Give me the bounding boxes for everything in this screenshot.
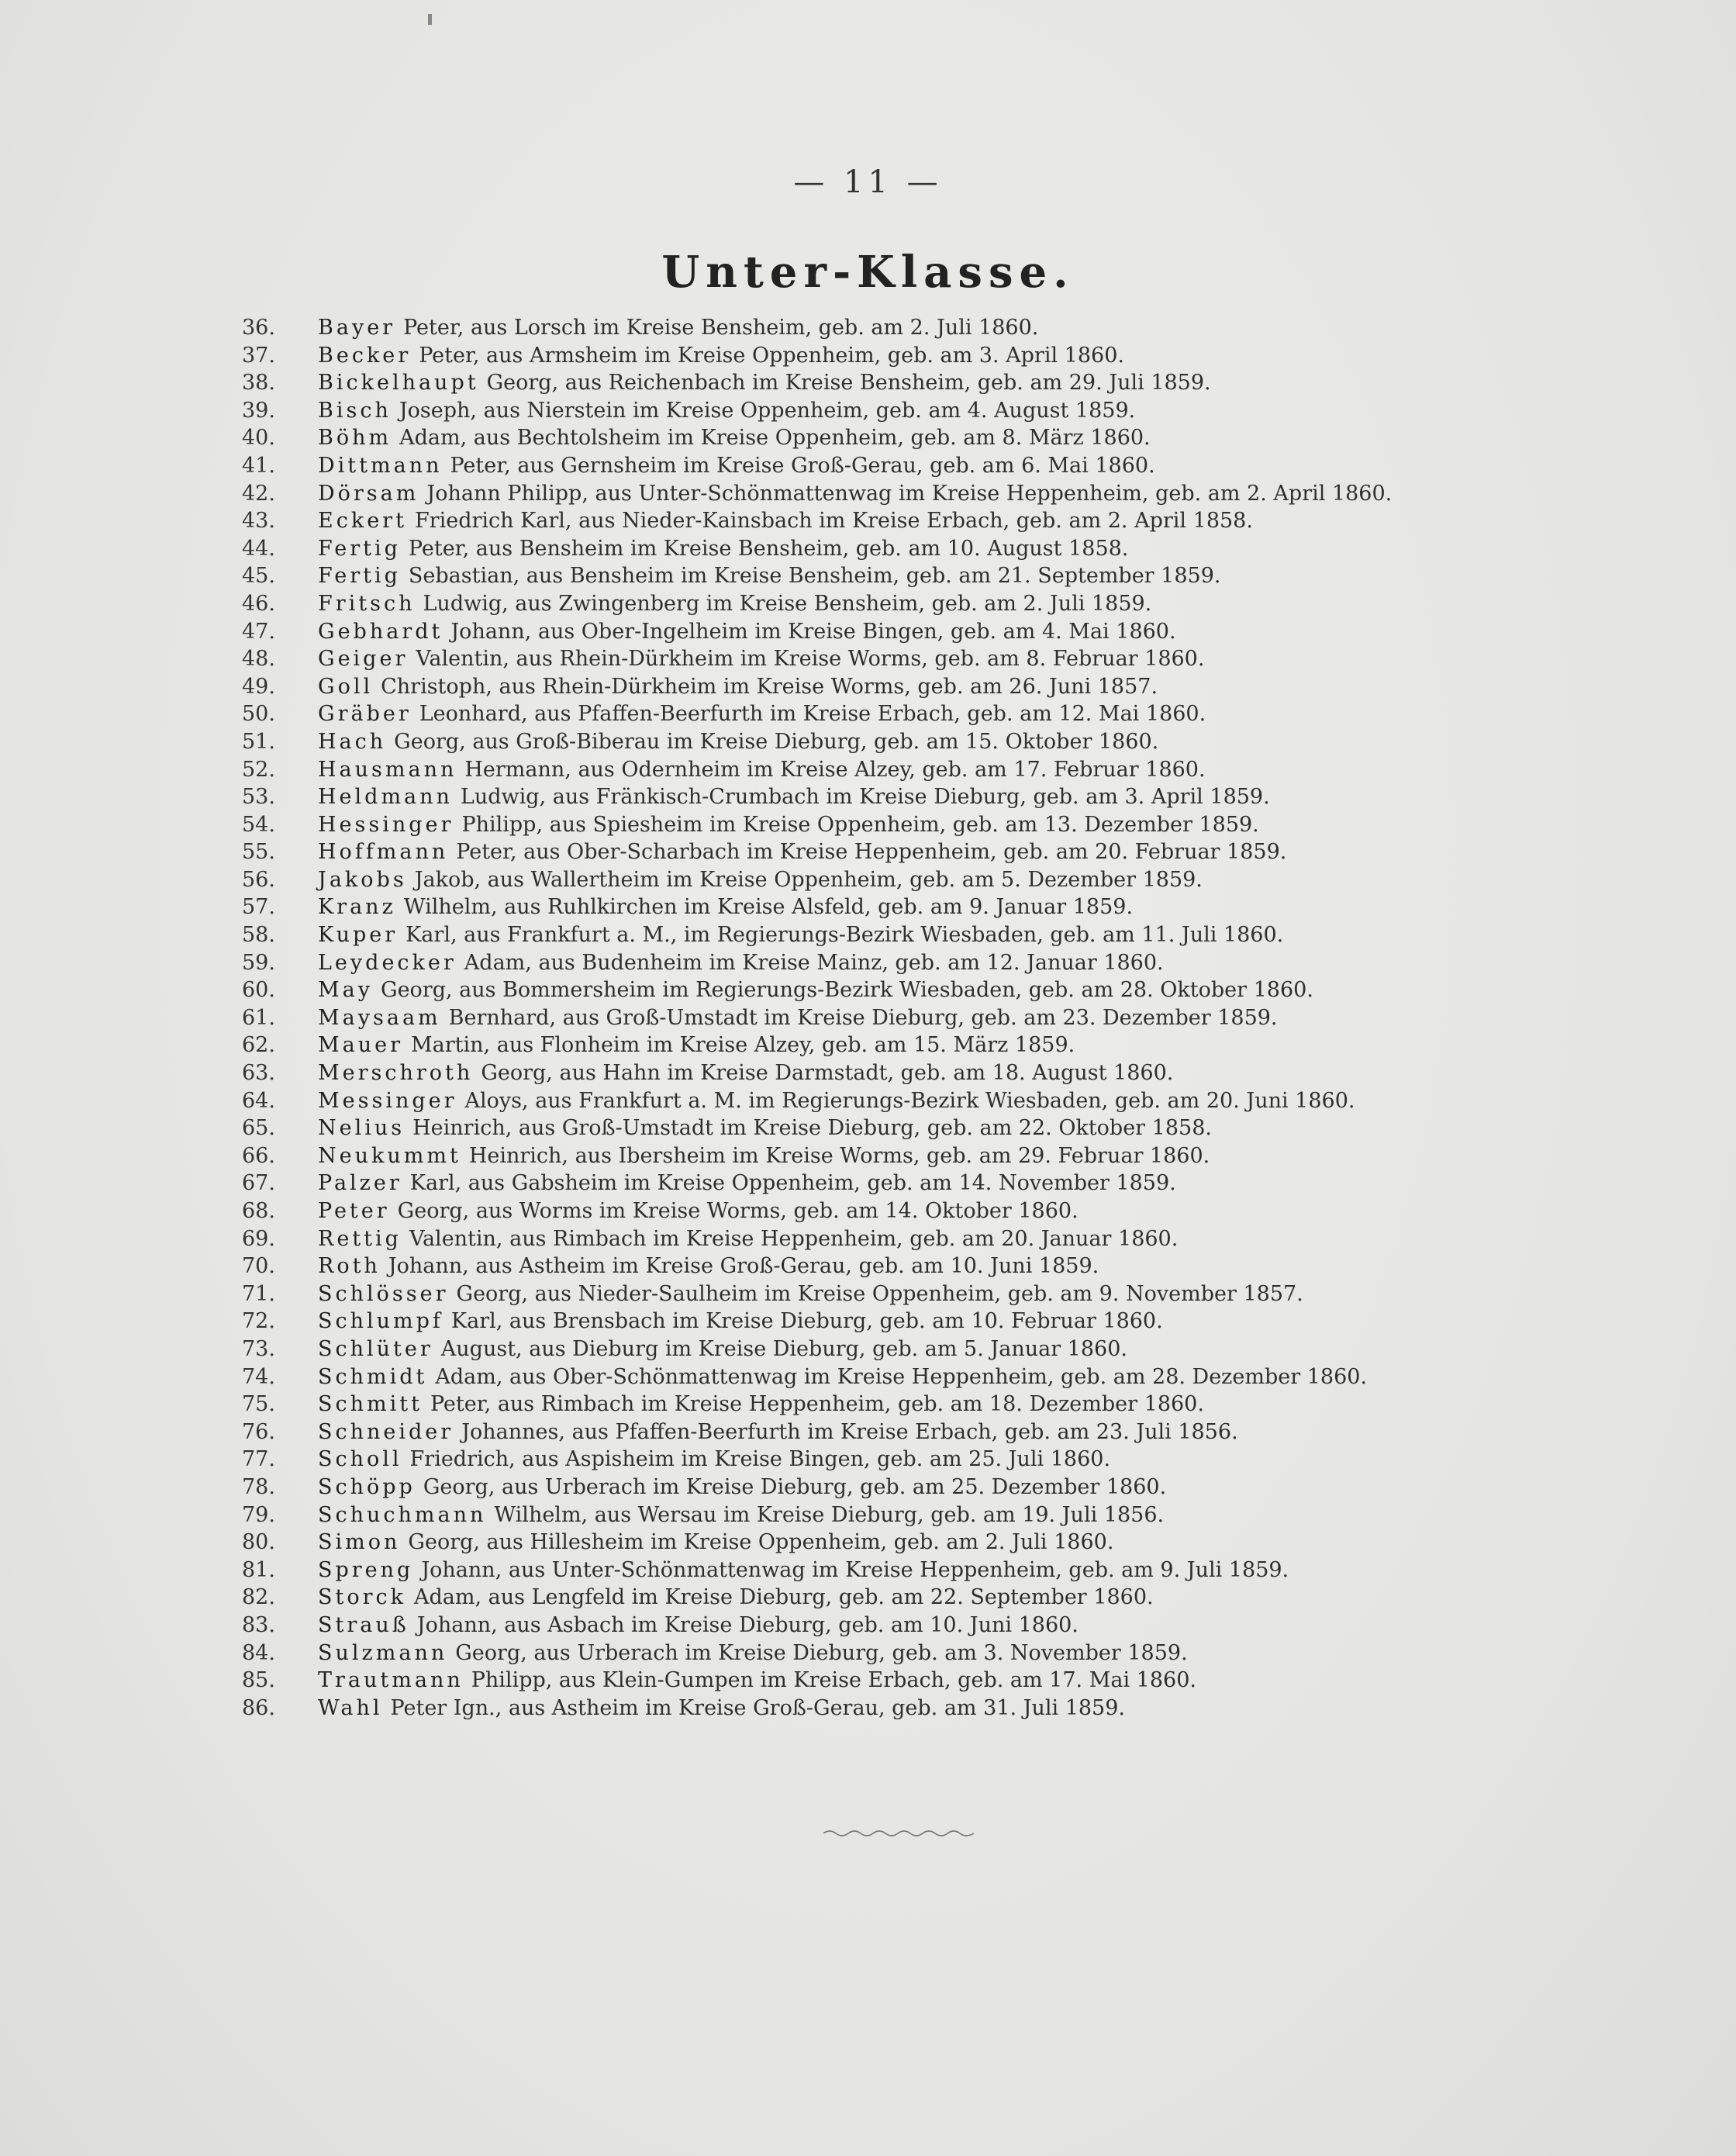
entry-details: Karl, aus Frankfurt a. M., im Regierungs-Bezirk Wiesbaden, geb. am 11. Juli 1860. bbox=[406, 923, 1284, 948]
entry-number: 52. bbox=[242, 757, 275, 782]
print-mark bbox=[428, 14, 432, 25]
list-item bbox=[242, 1695, 1560, 1722]
list-item bbox=[242, 1612, 1560, 1639]
list-item bbox=[242, 1446, 1560, 1474]
list-item bbox=[242, 1529, 1560, 1557]
list-item bbox=[242, 673, 1560, 701]
list-item bbox=[242, 1252, 1560, 1280]
entry-surname: Fertig bbox=[318, 536, 401, 561]
entry-details: Georg, aus Hahn im Kreise Darmstadt, geb. am 18. August 1860. bbox=[481, 1061, 1174, 1086]
entry-number: 36. bbox=[242, 316, 275, 340]
entry-details: Peter Ign., aus Astheim im Kreise Groß-Gerau, geb. am 31. Juli 1859. bbox=[390, 1695, 1125, 1720]
entry-surname: Sulzmann bbox=[318, 1640, 448, 1665]
list-item bbox=[242, 1391, 1560, 1418]
entry-details: Hermann, aus Odernheim im Kreise Alzey, geb. am 17. Februar 1860. bbox=[464, 757, 1206, 782]
list-item bbox=[242, 314, 1560, 342]
entry-surname: Schuchmann bbox=[318, 1502, 487, 1527]
entry-number: 41. bbox=[242, 453, 275, 478]
list-item bbox=[242, 1059, 1560, 1087]
entry-details: Georg, aus Worms im Kreise Worms, geb. am 14. Oktober 1860. bbox=[397, 1199, 1079, 1223]
list-item bbox=[242, 1418, 1560, 1446]
entry-number: 64. bbox=[242, 1088, 275, 1113]
entry-number: 50. bbox=[242, 702, 275, 727]
entry-details: Adam, aus Ober-Schönmattenwag im Kreise Heppenheim, geb. am 28. Dezember 1860. bbox=[435, 1364, 1368, 1389]
entry-number: 67. bbox=[242, 1171, 275, 1196]
list-item bbox=[242, 424, 1560, 452]
entry-surname: Eckert bbox=[318, 509, 407, 534]
list-item bbox=[242, 838, 1560, 866]
list-item bbox=[242, 562, 1560, 590]
entry-details: Peter, aus Bensheim im Kreise Bensheim, geb. am 10. August 1858. bbox=[408, 536, 1129, 561]
entry-surname: Schlösser bbox=[318, 1281, 449, 1306]
entry-number: 51. bbox=[242, 729, 275, 754]
entry-details: Bernhard, aus Groß-Umstadt im Kreise Dieburg, geb. am 23. Dezember 1859. bbox=[448, 1005, 1278, 1030]
entry-surname: Storck bbox=[318, 1585, 406, 1610]
entry-surname: Hessinger bbox=[318, 812, 454, 837]
entry-number: 59. bbox=[242, 950, 275, 975]
entry-details: Christoph, aus Rhein-Dürkheim im Kreise Worms, geb. am 26. Juni 1857. bbox=[381, 674, 1158, 699]
entry-number: 83. bbox=[242, 1612, 275, 1637]
entry-details: Karl, aus Brensbach im Kreise Dieburg, geb. am 10. Februar 1860. bbox=[450, 1309, 1163, 1334]
list-item bbox=[242, 1170, 1560, 1197]
entry-details: Valentin, aus Rimbach im Kreise Heppenheim, geb. am 20. Januar 1860. bbox=[409, 1226, 1179, 1251]
entry-number: 40. bbox=[242, 426, 275, 451]
student-list bbox=[242, 314, 1560, 1722]
entry-details: Georg, aus Groß-Biberau im Kreise Dieburg, geb. am 15. Oktober 1860. bbox=[394, 729, 1159, 754]
entry-details: Johann, aus Ober-Ingelheim im Kreise Bingen, geb. am 4. Mai 1860. bbox=[450, 619, 1176, 644]
list-item bbox=[242, 397, 1560, 425]
entry-surname: Heldmann bbox=[318, 785, 453, 810]
entry-surname: Scholl bbox=[318, 1447, 402, 1472]
list-item bbox=[242, 1474, 1560, 1501]
list-item bbox=[242, 1142, 1560, 1170]
entry-surname: Kuper bbox=[318, 923, 399, 948]
entry-number: 48. bbox=[242, 647, 275, 672]
entry-number: 61. bbox=[242, 1005, 275, 1030]
entry-surname: Böhm bbox=[318, 426, 392, 451]
entry-number: 38. bbox=[242, 371, 275, 396]
entry-details: Jakob, aus Wallertheim im Kreise Oppenheim, geb. am 5. Dezember 1859. bbox=[414, 867, 1203, 892]
entry-surname: Geiger bbox=[318, 647, 409, 672]
entry-number: 68. bbox=[242, 1199, 275, 1223]
entry-surname: Trautmann bbox=[318, 1668, 464, 1693]
entry-details: Friedrich, aus Aspisheim im Kreise Bingen, geb. am 25. Juli 1860. bbox=[409, 1447, 1111, 1472]
list-item bbox=[242, 369, 1560, 397]
entry-details: Peter, aus Rimbach im Kreise Heppenheim, geb. am 18. Dezember 1860. bbox=[430, 1392, 1204, 1417]
entry-surname: Hoffmann bbox=[318, 840, 449, 865]
entry-details: Peter, aus Gernsheim im Kreise Groß-Gerau, geb. am 6. Mai 1860. bbox=[450, 453, 1155, 478]
entry-number: 47. bbox=[242, 619, 275, 644]
entry-number: 65. bbox=[242, 1116, 275, 1141]
entry-surname: Neukummt bbox=[318, 1143, 461, 1168]
entry-surname: Bisch bbox=[318, 398, 392, 423]
entry-number: 76. bbox=[242, 1419, 275, 1444]
list-item bbox=[242, 1031, 1560, 1059]
entry-surname: Messinger bbox=[318, 1088, 457, 1113]
entry-surname: Nelius bbox=[318, 1116, 406, 1141]
entry-surname: Schlüter bbox=[318, 1336, 433, 1361]
entry-surname: Schmitt bbox=[318, 1392, 423, 1417]
entry-details: Philipp, aus Spiesheim im Kreise Oppenheim, geb. am 13. Dezember 1859. bbox=[461, 812, 1259, 837]
entry-number: 58. bbox=[242, 923, 275, 948]
entry-number: 60. bbox=[242, 978, 275, 1003]
entry-surname: Strauß bbox=[318, 1612, 409, 1637]
entry-surname: Hausmann bbox=[318, 757, 457, 782]
entry-details: Ludwig, aus Fränkisch-Crumbach im Kreise Dieburg, geb. am 3. April 1859. bbox=[460, 785, 1270, 810]
list-item bbox=[242, 1280, 1560, 1308]
list-item bbox=[242, 1225, 1560, 1253]
entry-details: Karl, aus Gabsheim im Kreise Oppenheim, geb. am 14. November 1859. bbox=[409, 1171, 1176, 1196]
list-item bbox=[242, 618, 1560, 646]
entry-surname: Fertig bbox=[318, 564, 401, 589]
list-item bbox=[242, 1584, 1560, 1612]
entry-details: Adam, aus Lengfeld im Kreise Dieburg, geb. am 22. September 1860. bbox=[414, 1585, 1154, 1610]
entry-surname: Schmidt bbox=[318, 1364, 428, 1389]
entry-details: Philipp, aus Klein-Gumpen im Kreise Erbach, geb. am 17. Mai 1860. bbox=[471, 1668, 1196, 1693]
entry-details: Heinrich, aus Groß-Umstadt im Kreise Dieburg, geb. am 22. Oktober 1858. bbox=[412, 1116, 1212, 1141]
list-item bbox=[242, 1004, 1560, 1032]
entry-surname: Rettig bbox=[318, 1226, 402, 1251]
entry-number: 37. bbox=[242, 343, 275, 368]
entry-details: Leonhard, aus Pfaffen-Beerfurth im Kreise Erbach, geb. am 12. Mai 1860. bbox=[419, 702, 1206, 727]
entry-details: Friedrich Karl, aus Nieder-Kainsbach im Kreise Erbach, geb. am 2. April 1858. bbox=[414, 509, 1253, 534]
entry-surname: Jakobs bbox=[318, 867, 407, 892]
entry-details: Peter, aus Armsheim im Kreise Oppenheim, geb. am 3. April 1860. bbox=[419, 343, 1124, 368]
entry-surname: Roth bbox=[318, 1254, 381, 1279]
entry-surname: Dörsam bbox=[318, 481, 419, 506]
list-item bbox=[242, 535, 1560, 563]
entry-number: 55. bbox=[242, 840, 275, 865]
list-item bbox=[242, 949, 1560, 977]
list-item bbox=[242, 728, 1560, 756]
list-item bbox=[242, 783, 1560, 811]
entry-details: Ludwig, aus Zwingenberg im Kreise Bensheim, geb. am 2. Juli 1859. bbox=[423, 591, 1152, 616]
entry-number: 56. bbox=[242, 867, 275, 892]
entry-surname: Fritsch bbox=[318, 591, 416, 616]
entry-number: 45. bbox=[242, 564, 275, 589]
list-item bbox=[242, 1667, 1560, 1695]
entry-surname: Bickelhaupt bbox=[318, 371, 479, 396]
entry-number: 62. bbox=[242, 1033, 275, 1058]
list-item bbox=[242, 452, 1560, 480]
list-item bbox=[242, 700, 1560, 728]
list-item bbox=[242, 866, 1560, 894]
entry-number: 84. bbox=[242, 1640, 275, 1665]
entry-surname: Spreng bbox=[318, 1557, 414, 1582]
entry-details: Adam, aus Bechtolsheim im Kreise Oppenheim, geb. am 8. März 1860. bbox=[399, 426, 1151, 451]
entry-details: Johannes, aus Pfaffen-Beerfurth im Kreise Erbach, geb. am 23. Juli 1856. bbox=[461, 1419, 1238, 1444]
entry-number: 85. bbox=[242, 1668, 275, 1693]
entry-details: August, aus Dieburg im Kreise Dieburg, geb. am 5. Januar 1860. bbox=[440, 1336, 1127, 1361]
entry-details: Georg, aus Urberach im Kreise Dieburg, geb. am 3. November 1859. bbox=[455, 1640, 1188, 1665]
entry-number: 78. bbox=[242, 1474, 275, 1499]
list-item bbox=[242, 1087, 1560, 1115]
entry-number: 39. bbox=[242, 398, 275, 423]
entry-details: Peter, aus Lorsch im Kreise Bensheim, geb. am 2. Juli 1860. bbox=[403, 316, 1039, 340]
entry-number: 81. bbox=[242, 1557, 275, 1582]
list-item bbox=[242, 1335, 1560, 1363]
page-number: — 11 — bbox=[793, 164, 943, 200]
entry-number: 75. bbox=[242, 1392, 275, 1417]
entry-number: 72. bbox=[242, 1309, 275, 1334]
entry-details: Georg, aus Reichenbach im Kreise Bensheim, geb. am 29. Juli 1859. bbox=[486, 371, 1211, 396]
list-item bbox=[242, 480, 1560, 508]
entry-details: Georg, aus Hillesheim im Kreise Oppenheim, geb. am 2. Juli 1860. bbox=[408, 1530, 1114, 1555]
section-title: Unter-Klasse. bbox=[661, 247, 1075, 298]
entry-details: Georg, aus Nieder-Saulheim im Kreise Oppenheim, geb. am 9. November 1857. bbox=[456, 1281, 1303, 1306]
entry-details: Wilhelm, aus Wersau im Kreise Dieburg, geb. am 19. Juli 1856. bbox=[494, 1502, 1165, 1527]
entry-number: 66. bbox=[242, 1143, 275, 1168]
entry-surname: Leydecker bbox=[318, 950, 457, 975]
entry-number: 54. bbox=[242, 812, 275, 837]
entry-surname: Mauer bbox=[318, 1033, 404, 1058]
entry-details: Heinrich, aus Ibersheim im Kreise Worms, geb. am 29. Februar 1860. bbox=[468, 1143, 1210, 1168]
entry-number: 43. bbox=[242, 509, 275, 534]
entry-surname: Bayer bbox=[318, 316, 396, 340]
entry-number: 74. bbox=[242, 1364, 275, 1389]
list-item bbox=[242, 590, 1560, 618]
entry-surname: Gräber bbox=[318, 702, 412, 727]
entry-number: 73. bbox=[242, 1336, 275, 1361]
entry-details: Martin, aus Flonheim im Kreise Alzey, geb. am 15. März 1859. bbox=[411, 1033, 1075, 1058]
entry-surname: Wahl bbox=[318, 1695, 383, 1720]
list-item bbox=[242, 976, 1560, 1004]
list-item bbox=[242, 1308, 1560, 1335]
entry-surname: Simon bbox=[318, 1530, 401, 1555]
entry-number: 63. bbox=[242, 1061, 275, 1086]
entry-number: 57. bbox=[242, 895, 275, 920]
entry-number: 46. bbox=[242, 591, 275, 616]
list-item bbox=[242, 1197, 1560, 1225]
list-item bbox=[242, 893, 1560, 921]
entry-number: 44. bbox=[242, 536, 275, 561]
entry-details: Peter, aus Ober-Scharbach im Kreise Heppenheim, geb. am 20. Februar 1859. bbox=[456, 840, 1287, 865]
entry-details: Johann, aus Astheim im Kreise Groß-Gerau, geb. am 10. Juni 1859. bbox=[388, 1254, 1099, 1279]
entry-details: Valentin, aus Rhein-Dürkheim im Kreise Worms, geb. am 8. Februar 1860. bbox=[416, 647, 1205, 672]
list-item bbox=[242, 1639, 1560, 1667]
entry-surname: Gebhardt bbox=[318, 619, 443, 644]
entry-details: Georg, aus Urberach im Kreise Dieburg, geb. am 25. Dezember 1860. bbox=[423, 1474, 1167, 1499]
entry-number: 77. bbox=[242, 1447, 275, 1472]
entry-number: 42. bbox=[242, 481, 275, 506]
entry-surname: Goll bbox=[318, 674, 374, 699]
list-item bbox=[242, 756, 1560, 784]
entry-number: 49. bbox=[242, 674, 275, 699]
entry-surname: Becker bbox=[318, 343, 412, 368]
entry-number: 71. bbox=[242, 1281, 275, 1306]
entry-surname: Palzer bbox=[318, 1171, 402, 1196]
list-item bbox=[242, 1501, 1560, 1529]
entry-surname: Schöpp bbox=[318, 1474, 416, 1499]
entry-surname: Maysaam bbox=[318, 1005, 441, 1030]
entry-number: 80. bbox=[242, 1530, 275, 1555]
entry-details: Johann, aus Unter-Schönmattenwag im Kreise Heppenheim, geb. am 9. Juli 1859. bbox=[421, 1557, 1289, 1582]
list-item bbox=[242, 1363, 1560, 1391]
list-item bbox=[242, 1557, 1560, 1584]
entry-details: Johann Philipp, aus Unter-Schönmattenwag im Kreise Heppenheim, geb. am 2. April 1860. bbox=[426, 481, 1393, 506]
entry-details: Sebastian, aus Bensheim im Kreise Bensheim, geb. am 21. September 1859. bbox=[408, 564, 1221, 589]
list-item bbox=[242, 342, 1560, 370]
entry-number: 69. bbox=[242, 1226, 275, 1251]
entry-surname: Peter bbox=[318, 1199, 390, 1223]
entry-surname: Merschroth bbox=[318, 1061, 474, 1086]
entry-number: 86. bbox=[242, 1695, 275, 1720]
closing-ornament bbox=[822, 1827, 977, 1840]
entry-surname: Schlumpf bbox=[318, 1309, 443, 1334]
list-item bbox=[242, 921, 1560, 949]
list-item bbox=[242, 1114, 1560, 1142]
entry-number: 79. bbox=[242, 1502, 275, 1527]
entry-number: 70. bbox=[242, 1254, 275, 1279]
entry-details: Wilhelm, aus Ruhlkirchen im Kreise Alsfeld, geb. am 9. Januar 1859. bbox=[403, 895, 1134, 920]
entry-details: Adam, aus Budenheim im Kreise Mainz, geb. am 12. Januar 1860. bbox=[464, 950, 1164, 975]
entry-surname: Dittmann bbox=[318, 453, 443, 478]
entry-number: 53. bbox=[242, 785, 275, 810]
entry-surname: Schneider bbox=[318, 1419, 454, 1444]
entry-details: Aloys, aus Frankfurt a. M. im Regierungs-Bezirk Wiesbaden, geb. am 20. Juni 1860. bbox=[464, 1088, 1355, 1113]
entry-details: Georg, aus Bommersheim im Regierungs-Bezirk Wiesbaden, geb. am 28. Oktober 1860. bbox=[381, 978, 1313, 1003]
list-item bbox=[242, 507, 1560, 535]
entry-surname: May bbox=[318, 978, 373, 1003]
list-item bbox=[242, 811, 1560, 839]
list-item bbox=[242, 645, 1560, 673]
entry-details: Joseph, aus Nierstein im Kreise Oppenheim, geb. am 4. August 1859. bbox=[399, 398, 1136, 423]
entry-number: 82. bbox=[242, 1585, 275, 1610]
entry-surname: Hach bbox=[318, 729, 387, 754]
entry-surname: Kranz bbox=[318, 895, 396, 920]
entry-details: Johann, aus Asbach im Kreise Dieburg, geb. am 10. Juni 1860. bbox=[416, 1612, 1079, 1637]
